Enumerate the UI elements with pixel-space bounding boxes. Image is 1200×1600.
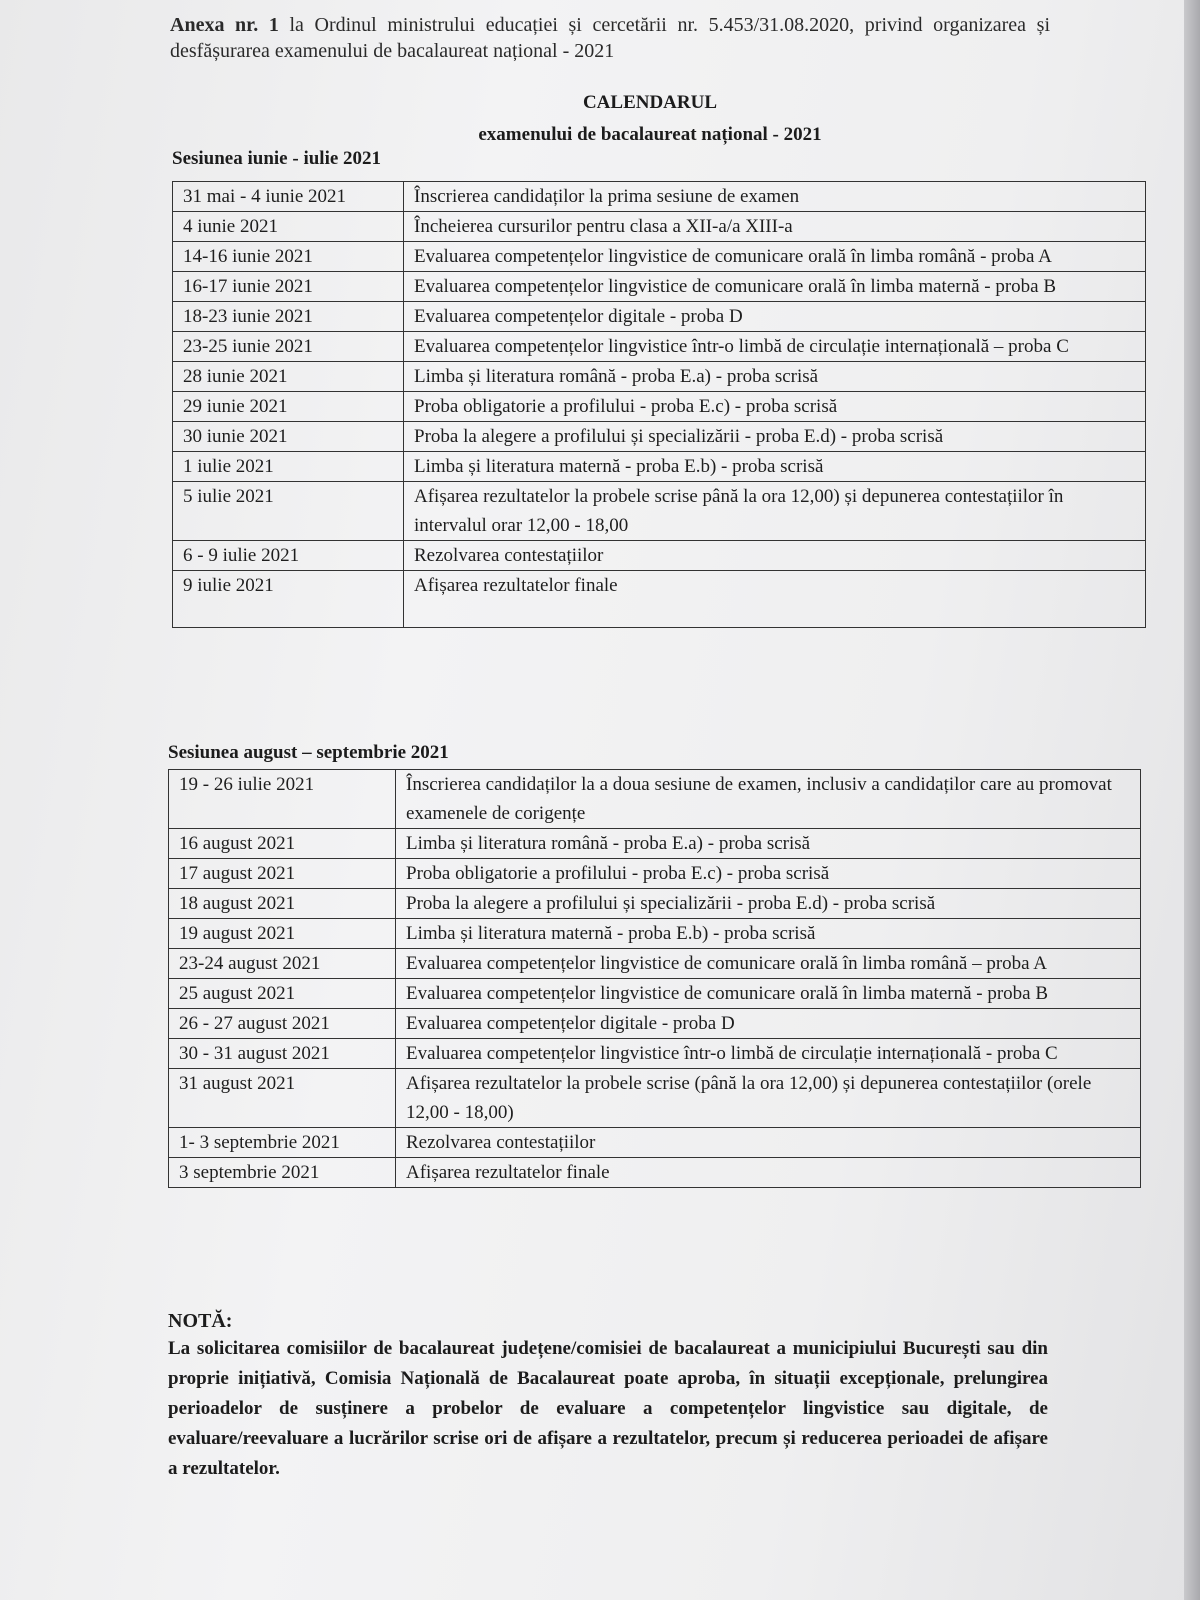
table-row <box>169 919 1141 949</box>
annex-text: la Ordinul ministrului educației și cercetării nr. 5.453/31.08.2020, privind organizarea și desfășurarea examenului de bacalaureat național - 2021 <box>170 14 1051 62</box>
event-cell: Limba și literatura română - proba E.a) - proba scrisă <box>404 362 1146 392</box>
date-cell: 1- 3 septembrie 2021 <box>169 1128 396 1158</box>
date-cell: 1 iulie 2021 <box>173 452 404 482</box>
event-cell: Afișarea rezultatelor la probele scrise până la ora 12,00) și depunerea contestațiilor în intervalul orar 12,00 - 18,00 <box>404 482 1146 541</box>
event-cell: Proba la alegere a profilului și specializării - proba E.d) - proba scrisă <box>396 889 1141 919</box>
document-subtitle: examenului de bacalaureat național - 2021 <box>478 124 822 145</box>
event-cell: Evaluarea competențelor lingvistice de comunicare orală în limba română - proba A <box>404 242 1146 272</box>
date-cell: 18 august 2021 <box>169 889 396 919</box>
table-row <box>169 1039 1141 1069</box>
document-title: CALENDARUL <box>582 92 718 113</box>
session1-title: Sesiunea iunie - iulie 2021 <box>172 148 382 169</box>
date-cell: 17 august 2021 <box>169 859 396 889</box>
event-cell: Evaluarea competențelor lingvistice într-o limbă de circulație internațională - proba C <box>396 1039 1141 1069</box>
session2-table <box>168 769 1141 1188</box>
table-row <box>173 482 1146 541</box>
date-cell: 9 iulie 2021 <box>173 571 404 628</box>
date-cell: 16-17 iunie 2021 <box>173 272 404 302</box>
date-cell: 28 iunie 2021 <box>173 362 404 392</box>
date-cell: 14-16 iunie 2021 <box>173 242 404 272</box>
nota-text: La solicitarea comisiilor de bacalaureat județene/comisiei de bacalaureat a municipiului București sau din proprie inițiativă, Comisia Națională de Bacalaureat poate aproba, în situații excepționale, prelungirea perioadelor de susținere a probelor de evaluare a competențelor lingvistice sau digitale, de evaluare/reevaluare a lucrărilor scrise ori de afișare a rezultatelor, precum și reducerea perioadei de afișare a rezultatelor. <box>168 1338 1048 1479</box>
event-cell: Evaluarea competențelor digitale - proba D <box>404 302 1146 332</box>
table-row <box>173 242 1146 272</box>
table-row <box>169 829 1141 859</box>
event-cell: Limba și literatura maternă - proba E.b) - proba scrisă <box>396 919 1141 949</box>
date-cell: 18-23 iunie 2021 <box>173 302 404 332</box>
paper-edge <box>1184 0 1200 1600</box>
date-cell: 31 august 2021 <box>169 1069 396 1128</box>
date-cell: 30 iunie 2021 <box>173 422 404 452</box>
event-cell: Înscrierea candidaților la prima sesiune de examen <box>404 182 1146 212</box>
date-cell: 29 iunie 2021 <box>173 392 404 422</box>
table-row <box>169 1158 1141 1188</box>
table-row <box>169 1128 1141 1158</box>
date-cell: 30 - 31 august 2021 <box>169 1039 396 1069</box>
table-row <box>169 770 1141 829</box>
annex-prefix: Anexa nr. 1 <box>170 14 279 36</box>
table-row <box>173 571 1146 628</box>
event-cell: Evaluarea competențelor lingvistice de comunicare orală în limba română – proba A <box>396 949 1141 979</box>
date-cell: 31 mai - 4 iunie 2021 <box>173 182 404 212</box>
session1-table <box>172 181 1146 628</box>
date-cell: 19 august 2021 <box>169 919 396 949</box>
table-row <box>173 452 1146 482</box>
event-cell: Proba obligatorie a profilului - proba E.c) - proba scrisă <box>404 392 1146 422</box>
event-cell: Proba la alegere a profilului și specializării - proba E.d) - proba scrisă <box>404 422 1146 452</box>
event-cell: Afișarea rezultatelor la probele scrise (până la ora 12,00) și depunerea contestațiilor (orele 12,00 - 18,00) <box>396 1069 1141 1128</box>
table-row <box>169 979 1141 1009</box>
event-cell: Înscrierea candidaților la a doua sesiune de examen, inclusiv a candidaților care au promovat examenele de corigențe <box>396 770 1141 829</box>
event-cell: Evaluarea competențelor lingvistice într-o limbă de circulație internațională – proba C <box>404 332 1146 362</box>
table-row <box>173 182 1146 212</box>
table-row <box>173 332 1146 362</box>
nota-label: NOTĂ: <box>168 1310 233 1332</box>
table-row <box>169 889 1141 919</box>
table-row <box>173 541 1146 571</box>
event-cell: Evaluarea competențelor digitale - proba D <box>396 1009 1141 1039</box>
date-cell: 19 - 26 iulie 2021 <box>169 770 396 829</box>
event-cell: Proba obligatorie a profilului - proba E.c) - proba scrisă <box>396 859 1141 889</box>
date-cell: 6 - 9 iulie 2021 <box>173 541 404 571</box>
date-cell: 4 iunie 2021 <box>173 212 404 242</box>
table-row <box>169 949 1141 979</box>
date-cell: 5 iulie 2021 <box>173 482 404 541</box>
event-cell: Evaluarea competențelor lingvistice de comunicare orală în limba maternă - proba B <box>404 272 1146 302</box>
event-cell: Rezolvarea contestațiilor <box>396 1128 1141 1158</box>
date-cell: 16 august 2021 <box>169 829 396 859</box>
event-cell: Afișarea rezultatelor finale <box>396 1158 1141 1188</box>
date-cell: 3 septembrie 2021 <box>169 1158 396 1188</box>
table-row <box>173 392 1146 422</box>
table-row <box>169 1009 1141 1039</box>
date-cell: 25 august 2021 <box>169 979 396 1009</box>
event-cell: Evaluarea competențelor lingvistice de comunicare orală în limba maternă - proba B <box>396 979 1141 1009</box>
table-row <box>173 212 1146 242</box>
table-row <box>173 302 1146 332</box>
event-cell: Afișarea rezultatelor finale <box>404 571 1146 628</box>
table-row <box>173 272 1146 302</box>
date-cell: 26 - 27 august 2021 <box>169 1009 396 1039</box>
event-cell: Rezolvarea contestațiilor <box>404 541 1146 571</box>
event-cell: Limba și literatura română - proba E.a) - proba scrisă <box>396 829 1141 859</box>
event-cell: Limba și literatura maternă - proba E.b) - proba scrisă <box>404 452 1146 482</box>
table-row <box>169 1069 1141 1128</box>
table-row <box>169 859 1141 889</box>
event-cell: Încheierea cursurilor pentru clasa a XII-a/a XIII-a <box>404 212 1146 242</box>
table-row <box>173 422 1146 452</box>
table-row <box>173 362 1146 392</box>
annex-header <box>170 12 1050 64</box>
date-cell: 23-24 august 2021 <box>169 949 396 979</box>
session2-title: Sesiunea august – septembrie 2021 <box>168 742 449 763</box>
date-cell: 23-25 iunie 2021 <box>173 332 404 362</box>
